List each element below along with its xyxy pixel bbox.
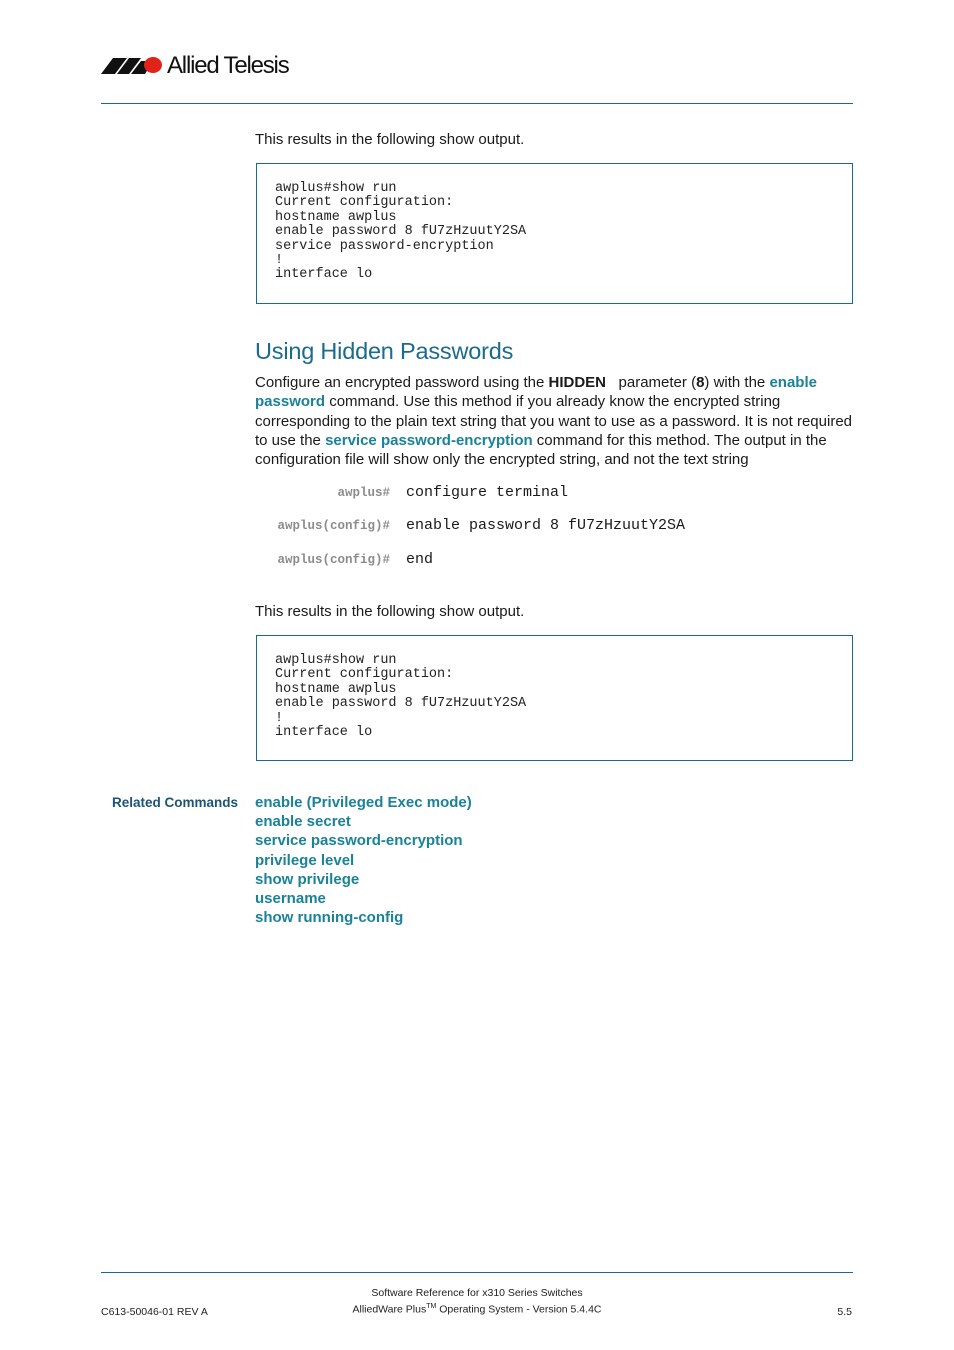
related-link[interactable]: enable secret <box>255 813 351 831</box>
logo-mark-icon <box>101 52 167 76</box>
hidden-keyword: HIDDEN <box>548 374 607 391</box>
logo-text: Allied Telesis <box>167 52 289 79</box>
intro-text-1: This results in the following show output. <box>255 131 525 148</box>
related-link[interactable]: username <box>255 890 326 908</box>
brand-logo <box>101 52 301 80</box>
footer-os-version: AlliedWare Plus™ Operating System - Version 5.4.4C <box>352 1303 602 1316</box>
show-output-box-2 <box>256 635 853 761</box>
related-link[interactable]: enable (Privileged Exec mode) <box>255 794 472 811</box>
example-prompt: awplus(config)# <box>277 553 390 567</box>
related-link[interactable]: service password-encryption <box>255 832 463 850</box>
footer-title: Software Reference for x310 Series Switches <box>371 1287 583 1299</box>
intro-text-2: This results in the following show output. <box>255 603 525 620</box>
description-paragraph: Configure an encrypted password using the HIDDEN parameter (8) with the enable password command. Use this method if you already know the encrypted string corresponding to the plain text string that you want to use as a password. It is not required to use the service password-encryption command for this method. The output in the configuration file will show only the encrypted string, and not the text string <box>255 374 853 469</box>
footer-rule <box>101 1272 853 1273</box>
related-link[interactable]: privilege level <box>255 851 355 869</box>
related-commands-list <box>255 793 472 927</box>
related-link[interactable]: show privilege <box>255 870 360 888</box>
show-output-code-2: awplus#show run Current configuration: hostname awplus enable password 8 fU7zHzuutY2SA ! interface lo <box>275 653 527 741</box>
header-rule <box>101 103 853 104</box>
example-command: end <box>406 551 434 568</box>
related-link[interactable]: show running-config <box>255 909 404 927</box>
link-enable-password[interactable]: enable password <box>255 374 817 411</box>
footer-doc-code: C613-50046-01 REV A <box>101 1306 208 1318</box>
section-title: Using Hidden Passwords <box>255 338 514 364</box>
footer-page-number: 5.5 <box>837 1306 852 1318</box>
show-output-code-1: awplus#show run Current configuration: hostname awplus enable password 8 fU7zHzuutY2SA service password-encryption ! interface lo <box>275 181 527 283</box>
example-command: configure terminal <box>406 484 569 501</box>
show-output-box-1 <box>256 163 853 304</box>
related-commands-label: Related Commands <box>112 795 239 810</box>
example-prompt: awplus(config)# <box>277 519 390 533</box>
example-command: enable password 8 fU7zHzuutY2SA <box>406 517 686 534</box>
link-service-password-encryption[interactable]: service password-encryption <box>325 431 533 449</box>
example-prompt: awplus# <box>337 486 390 500</box>
